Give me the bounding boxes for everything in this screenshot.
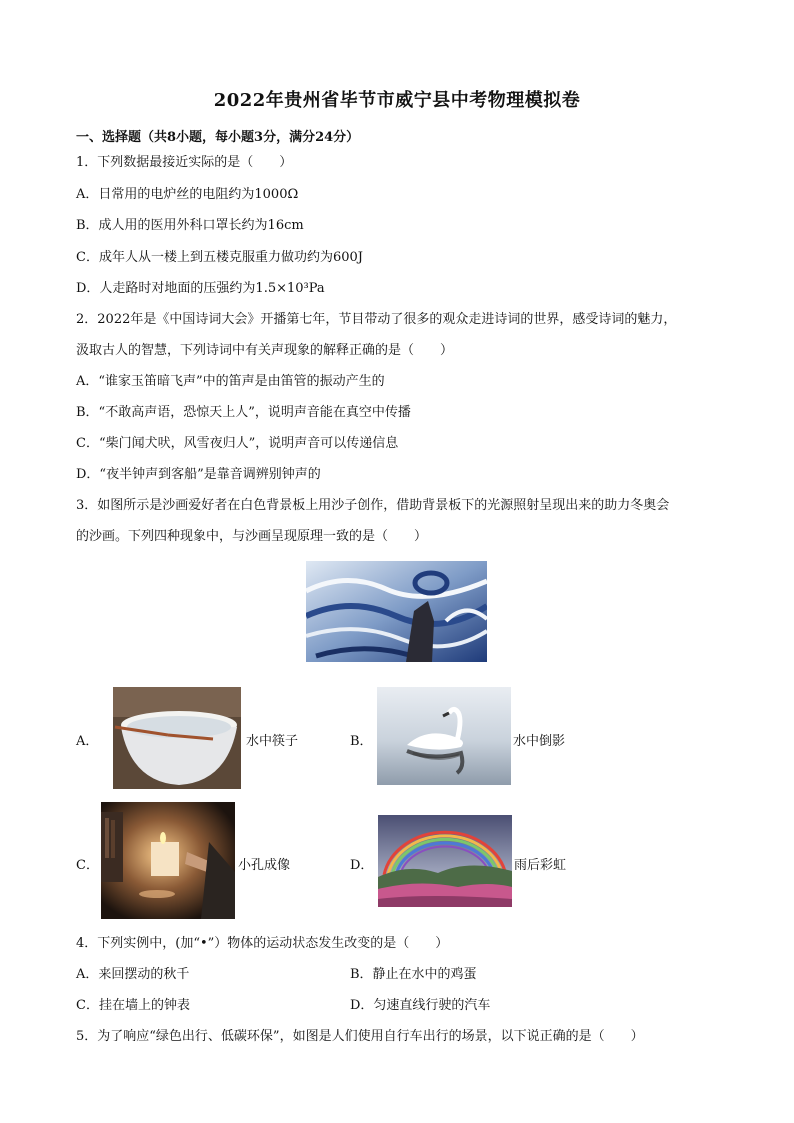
q2-option-b: B．“不敢高声语，恐惊天上人”，说明声音能在真空中传播 [76, 405, 411, 420]
q3-option-a-caption: 水中筷子 [246, 734, 299, 749]
rainbow-image [378, 815, 512, 907]
q2-option-c: C．“柴门闻犬吠，风雪夜归人”，说明声音可以传递信息 [76, 436, 399, 451]
q3-option-b-caption: 水中倒影 [513, 734, 566, 749]
q4-option-d: D．匀速直线行驶的汽车 [350, 998, 491, 1013]
q2-option-a: A．“谁家玉笛暗飞声”中的笛声是由笛管的振动产生的 [76, 374, 385, 389]
q5-stem: 5．为了响应“绿色出行、低碳环保”，如图是人们使用自行车出行的场景，以下说正确的是（ ） [76, 1029, 644, 1044]
q1-option-c: C．成年人从一楼上到五楼克服重力做功约为600J [76, 250, 363, 265]
q3-option-a-label: A． [76, 734, 99, 749]
q4-option-a: A．来回摆动的秋千 [76, 967, 190, 982]
q2-stem-line1: 2．2022年是《中国诗词大会》开播第七年，节目带动了很多的观众走进诗词的世界，感受诗词的魅力， [76, 312, 677, 327]
q1-option-b: B．成人用的医用外科口罩长约为16cm [76, 218, 304, 233]
section-title: 一、选择题（共8小题，每小题3分，满分24分） [76, 130, 360, 145]
q3-option-d-label: D． [350, 858, 374, 873]
swan-reflection-image [377, 687, 511, 785]
q1-option-a: A．日常用的电炉丝的电阻约为1000Ω [76, 187, 299, 202]
page-title: 2022年贵州省毕节市威宁县中考物理模拟卷 [213, 90, 581, 111]
q2-option-d: D．“夜半钟声到客船”是靠音调辨别钟声的 [76, 467, 321, 482]
q3-option-c-caption: 小孔成像 [238, 858, 291, 873]
q1-option-d: D．人走路时对地面的压强约为1.5×10³Pa [76, 281, 325, 296]
sand-painting-image [306, 561, 487, 662]
q4-option-b: B．静止在水中的鸡蛋 [350, 967, 477, 982]
q2-stem-line2: 汲取古人的智慧，下列诗词中有关声现象的解释正确的是（ ） [76, 343, 454, 358]
q3-stem-line1: 3．如图所示是沙画爱好者在白色背景板上用沙子创作，借助背景板下的光源照射呈现出来的助力冬奥会 [76, 498, 670, 513]
q3-option-d-caption: 雨后彩虹 [514, 858, 567, 873]
pinhole-candle-image [101, 802, 235, 919]
q3-option-c-label: C． [76, 858, 99, 873]
chopsticks-in-water-image [113, 687, 241, 789]
q4-option-c: C．挂在墙上的钟表 [76, 998, 190, 1013]
q4-stem: 4．下列实例中，(加“•”）物体的运动状态发生改变的是（ ） [76, 936, 449, 951]
q1-stem: 1．下列数据最接近实际的是（ ） [76, 155, 293, 170]
q3-option-b-label: B． [350, 734, 373, 749]
q3-stem-line2: 的沙画。下列四种现象中，与沙画呈现原理一致的是（ ） [76, 529, 428, 544]
